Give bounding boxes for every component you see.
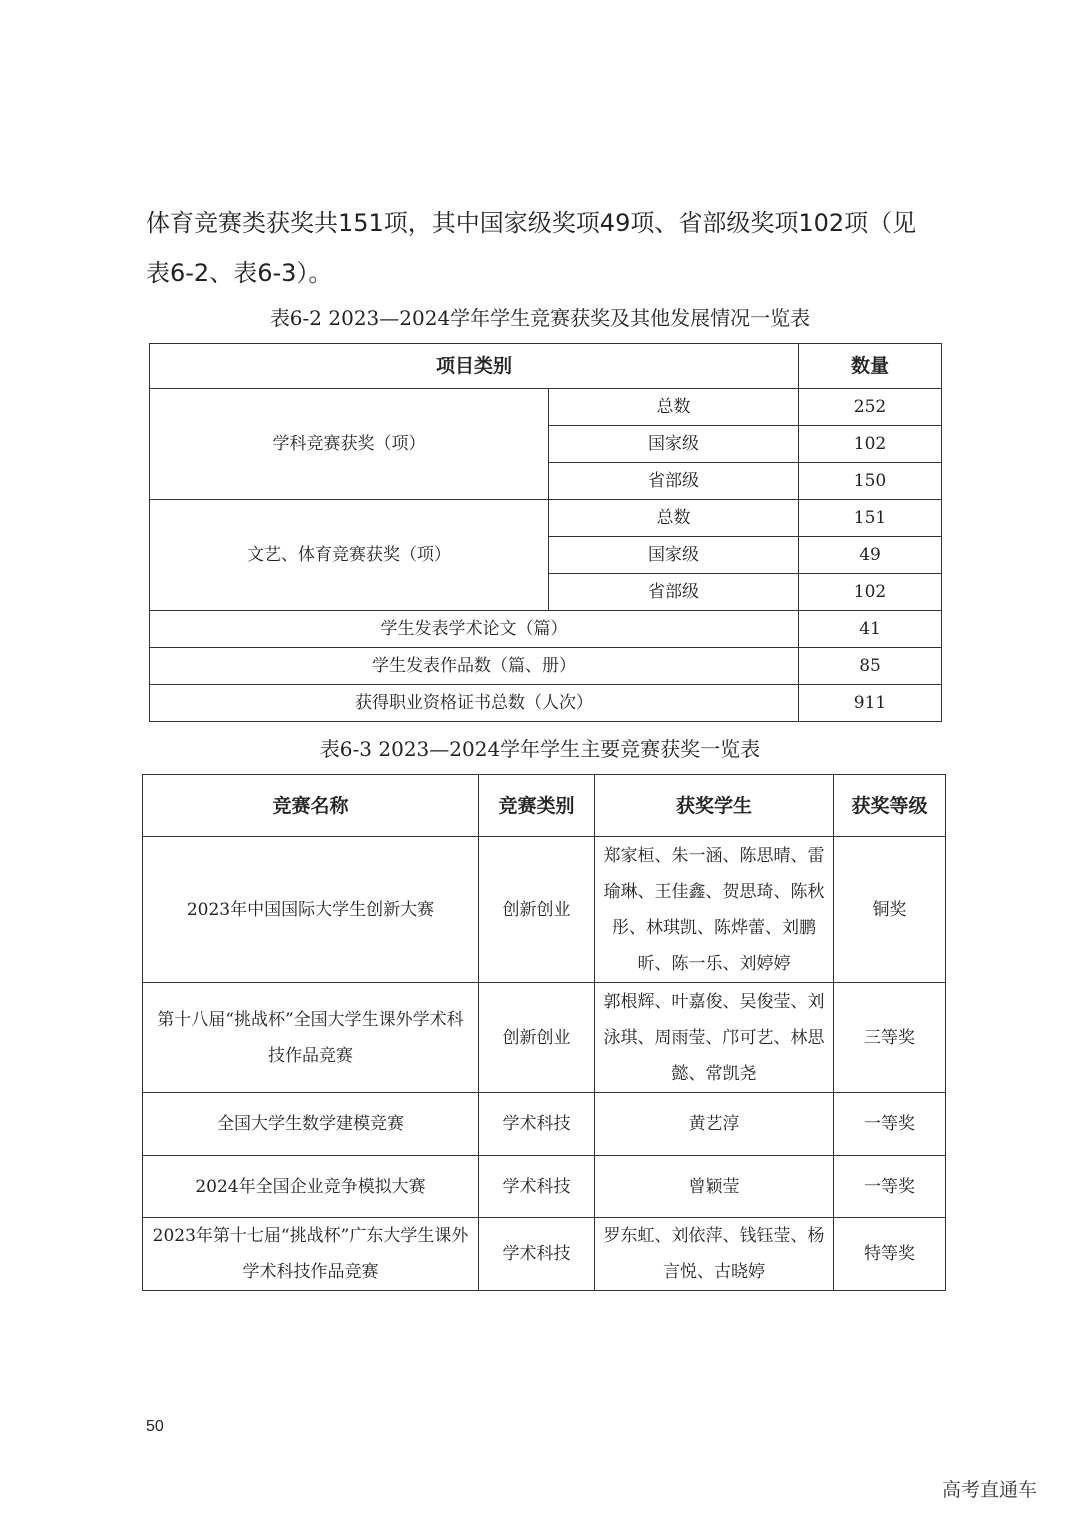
sub-label: 国家级 xyxy=(549,537,799,574)
competition-name: 2024年全国企业竞争模拟大赛 xyxy=(143,1156,479,1218)
group-label: 学科竞赛获奖（项） xyxy=(150,389,549,500)
table2-caption: 表6-3 2023—2024学年学生主要竞赛获奖一览表 xyxy=(319,737,761,761)
sub-label: 国家级 xyxy=(549,426,799,463)
competition-category: 创新创业 xyxy=(479,837,595,983)
competition-name: 2023年中国国际大学生创新大赛 xyxy=(143,837,479,983)
competition-category: 学术科技 xyxy=(479,1093,595,1156)
header-students: 获奖学生 xyxy=(595,775,834,837)
sub-label: 总数 xyxy=(549,389,799,426)
body-text-line-2: 表6-2、表6-3）。 xyxy=(146,259,333,287)
header-category: 项目类别 xyxy=(150,344,799,389)
page-number: 50 xyxy=(146,1418,164,1435)
table-6-3 xyxy=(142,774,946,1291)
value: 102 xyxy=(799,426,942,463)
body-text-line-1: 体育竞赛类获奖共151项，其中国家级奖项49项、省部级奖项102项（见 xyxy=(146,209,917,237)
award-level: 一等奖 xyxy=(834,1156,946,1218)
value: 49 xyxy=(799,537,942,574)
value: 102 xyxy=(799,574,942,611)
row-label: 学生发表作品数（篇、册） xyxy=(150,648,799,685)
award-level: 特等奖 xyxy=(834,1218,946,1291)
award-students: 黄艺淳 xyxy=(595,1093,834,1156)
award-students: 罗东虹、刘依萍、钱钰莹、杨言悦、古晓婷 xyxy=(595,1218,834,1291)
competition-name: 全国大学生数学建模竞赛 xyxy=(143,1093,479,1156)
row-label: 获得职业资格证书总数（人次） xyxy=(150,685,799,722)
competition-name: 2023年第十七届“挑战杯”广东大学生课外学术科技作品竞赛 xyxy=(143,1218,479,1291)
award-students: 曾颖莹 xyxy=(595,1156,834,1218)
sub-label: 省部级 xyxy=(549,463,799,500)
group-label: 文艺、体育竞赛获奖（项） xyxy=(150,500,549,611)
award-students: 郑家桓、朱一涵、陈思晴、雷瑜琳、王佳鑫、贺思琦、陈秋彤、林琪凯、陈烨蕾、刘鹏昕、陈一乐、刘婷婷 xyxy=(595,837,834,983)
watermark: 高考直通车 xyxy=(942,1479,1038,1501)
value: 41 xyxy=(799,611,942,648)
row-label: 学生发表学术论文（篇） xyxy=(150,611,799,648)
award-level: 铜奖 xyxy=(834,837,946,983)
header-quantity: 数量 xyxy=(799,344,942,389)
competition-category: 学术科技 xyxy=(479,1156,595,1218)
value: 252 xyxy=(799,389,942,426)
value: 85 xyxy=(799,648,942,685)
sub-label: 省部级 xyxy=(549,574,799,611)
table1-caption: 表6-2 2023—2024学年学生竞赛获奖及其他发展情况一览表 xyxy=(269,306,811,330)
award-level: 一等奖 xyxy=(834,1093,946,1156)
value: 151 xyxy=(799,500,942,537)
value: 911 xyxy=(799,685,942,722)
competition-category: 创新创业 xyxy=(479,983,595,1093)
competition-category: 学术科技 xyxy=(479,1218,595,1291)
header-name: 竞赛名称 xyxy=(143,775,479,837)
value: 150 xyxy=(799,463,942,500)
competition-name: 第十八届“挑战杯”全国大学生课外学术科技作品竞赛 xyxy=(143,983,479,1093)
table-6-2 xyxy=(149,343,942,722)
header-level: 获奖等级 xyxy=(834,775,946,837)
header-category: 竞赛类别 xyxy=(479,775,595,837)
award-students: 郭根辉、叶嘉俊、吴俊莹、刘泳琪、周雨莹、邝可艺、林思懿、常凯尧 xyxy=(595,983,834,1093)
award-level: 三等奖 xyxy=(834,983,946,1093)
sub-label: 总数 xyxy=(549,500,799,537)
